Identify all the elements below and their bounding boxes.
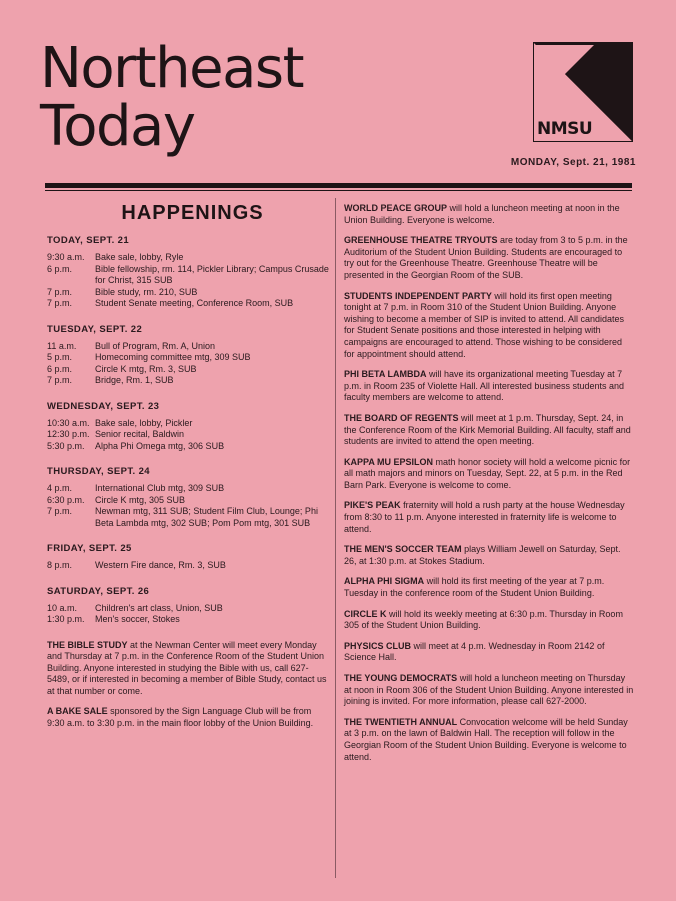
event-description: Alpha Phi Omega mtg, 306 SUB bbox=[95, 440, 225, 451]
announcement-lead: THE YOUNG DEMOCRATS bbox=[344, 673, 458, 683]
event-row bbox=[47, 352, 330, 364]
calendar-day bbox=[47, 586, 330, 626]
event-row bbox=[47, 441, 330, 453]
announcement-lead: THE TWENTIETH ANNUAL bbox=[344, 716, 458, 727]
announcement-lead: THE BIBLE STUDY bbox=[47, 639, 128, 650]
column-divider bbox=[335, 198, 336, 878]
announcement bbox=[344, 544, 634, 567]
event-description: Senior recital, Baldwin bbox=[95, 429, 185, 439]
announcement bbox=[344, 369, 634, 404]
event-row bbox=[47, 287, 330, 299]
event-row bbox=[47, 264, 330, 287]
event-time: 7 p.m. bbox=[47, 506, 73, 516]
event-row bbox=[47, 614, 330, 626]
announcement bbox=[344, 673, 634, 708]
event-row bbox=[47, 495, 330, 507]
announcement-lead: KAPPA MU EPSILON bbox=[344, 456, 434, 467]
announcement-body: sponsored by the Sign Language Club will be from 9:30 a.m. to 3:30 p.m. in the main floor lobby of the Union Building. bbox=[47, 706, 314, 729]
event-description: Circle K mtg, Rm. 3, SUB bbox=[95, 363, 197, 374]
left-announcements bbox=[47, 640, 330, 730]
event-time: 5 p.m. bbox=[47, 352, 73, 362]
announcement-lead: ALPHA PHI SIGMA bbox=[344, 576, 425, 587]
event-row bbox=[47, 375, 330, 387]
section-heading: HAPPENINGS bbox=[121, 202, 264, 224]
announcement-body: plays William Jewell on Saturday, Sept. 26, at 1:30 p.m. at Stokes Stadium. bbox=[344, 544, 621, 566]
event-description: Bible fellowship, rm. 114, Pickler Library; Campus Crusade for Christ, 315 SUB bbox=[95, 263, 329, 285]
event-time: 6 p.m. bbox=[47, 263, 73, 274]
announcement bbox=[344, 641, 634, 664]
announcement-body: will meet at 1 p.m. Thursday, Sept. 24, in the Conference Room of the Kirk Memorial Building. All faculty, staff and students are invited to attend the open meeting. bbox=[344, 412, 631, 447]
event-time: 6:30 p.m. bbox=[47, 494, 85, 505]
announcement-lead: A BAKE SALE bbox=[47, 706, 108, 717]
masthead-title bbox=[40, 36, 340, 159]
calendar bbox=[47, 235, 330, 626]
header-rule-thick bbox=[45, 183, 632, 188]
announcement-lead: GREENHOUSE THEATRE TRYOUTS bbox=[344, 235, 498, 246]
announcement-lead: THE MEN'S SOCCER TEAM bbox=[344, 544, 462, 555]
announcement bbox=[344, 203, 634, 226]
day-heading: WEDNESDAY, SEPT. 23 bbox=[47, 400, 160, 412]
event-description: Western Fire dance, Rm. 3, SUB bbox=[95, 560, 226, 570]
announcement bbox=[344, 609, 634, 632]
event-time: 12:30 p.m. bbox=[47, 429, 90, 439]
announcement-body: will hold its first meeting of the year at 7 p.m. Tuesday in the conference room of the Student Union Building. bbox=[344, 576, 605, 599]
event-row bbox=[47, 603, 330, 615]
calendar-day bbox=[47, 324, 330, 387]
event-description: Bridge, Rm. 1, SUB bbox=[95, 375, 174, 385]
event-row bbox=[47, 560, 330, 572]
event-description: Bible study, rm. 210, SUB bbox=[95, 286, 198, 297]
day-heading: TUESDAY, SEPT. 22 bbox=[47, 323, 143, 335]
event-time: 1:30 p.m. bbox=[47, 614, 85, 624]
event-row bbox=[47, 298, 330, 310]
announcement bbox=[344, 717, 634, 763]
nmsu-logo bbox=[533, 42, 633, 142]
announcement-body: will have its organizational meeting Tuesday at 7 p.m. in Room 235 of Violette Hall. All interested business students and faculty members are welcome to attend. bbox=[344, 369, 624, 403]
event-row bbox=[47, 252, 330, 264]
event-description: Men's soccer, Stokes bbox=[95, 614, 180, 624]
announcement-body: will hold a luncheon meeting on Thursday at noon in Room 306 of the Student Union Building. Anyone interested in joining is invited. For more information, please call 627-2000. bbox=[344, 673, 634, 707]
event-time: 11 a.m. bbox=[47, 340, 77, 351]
event-time: 9:30 a.m. bbox=[47, 252, 85, 262]
event-description: Bull of Program, Rm. A, Union bbox=[95, 340, 216, 351]
day-heading: SATURDAY, SEPT. 26 bbox=[47, 585, 150, 597]
day-heading: FRIDAY, SEPT. 25 bbox=[47, 543, 132, 554]
event-time: 6 p.m. bbox=[47, 363, 73, 374]
announcement-lead: STUDENTS INDEPENDENT PARTY bbox=[344, 290, 492, 301]
announcement-body: math honor society will hold a welcome picnic for all math majors and minors on Tuesday, Sept. 22, at 5 p.m. in the Red Barn Park. Everyone is welcome to come. bbox=[344, 456, 631, 490]
announcement-lead: PHI BETA LAMBDA bbox=[344, 369, 427, 380]
event-time: 7 p.m. bbox=[47, 375, 73, 385]
announcement bbox=[344, 413, 634, 448]
event-time: 4 p.m. bbox=[47, 483, 73, 493]
announcement bbox=[47, 640, 330, 698]
masthead-line-1: Northeast bbox=[40, 36, 304, 101]
logo-text: NMSU bbox=[537, 119, 593, 139]
day-heading: TODAY, SEPT. 21 bbox=[47, 235, 130, 246]
announcement-lead: PIKE'S PEAK bbox=[344, 500, 401, 511]
announcement bbox=[344, 500, 634, 535]
left-column bbox=[47, 200, 330, 739]
event-row bbox=[47, 483, 330, 495]
right-announcements bbox=[344, 203, 634, 772]
announcement-body: will hold its first open meeting tonight at 7 p.m. in Room 310 of the Student Union Building. Anyone wishing to become a member of SIP is invited to attend. All candidates for Student Senate positions and those interested in helping with campaigns are encouraged to attend. Those wishing to be considered for appointment should attend. bbox=[344, 290, 624, 359]
event-row bbox=[47, 341, 330, 353]
calendar-day bbox=[47, 543, 330, 572]
announcement-body: will hold a luncheon meeting at noon in the Union Building. Everyone is welcome. bbox=[344, 203, 620, 225]
event-row bbox=[47, 418, 330, 430]
announcement-lead: THE BOARD OF REGENTS bbox=[344, 412, 459, 423]
event-description: International Club mtg, 309 SUB bbox=[95, 483, 225, 493]
event-description: Children's art class, Union, SUB bbox=[95, 602, 223, 613]
event-description: Circle K mtg, 305 SUB bbox=[95, 494, 186, 505]
event-time: 8 p.m. bbox=[47, 560, 73, 570]
event-description: Newman mtg, 311 SUB; Student Film Club, Lounge; Phi Beta Lambda mtg, 302 SUB; Pom Pom mtg, 301 SUB bbox=[95, 506, 318, 528]
event-row bbox=[47, 429, 330, 441]
issue-date: MONDAY, Sept. 21, 1981 bbox=[510, 157, 636, 168]
announcement-body: at the Newman Center will meet every Monday and Thursday at 7 p.m. in the Conference Room of the Student Union Building. Anyone interested in studying the Bible with us, call 627-5489, or if interested in becoming a member of Bible Study, contact us at that number or come. bbox=[47, 639, 327, 696]
announcement-body: are today from 3 to 5 p.m. in the Auditorium of the Student Union Building. Students are encouraged to try out for the Greenhouse Theatre. Greenhouse Theatre will be presented in the Georgian Room of the SUB. bbox=[344, 235, 628, 280]
calendar-day bbox=[47, 235, 330, 310]
header-rule-thin bbox=[45, 190, 632, 191]
announcement-body: will meet at 4 p.m. Wednesday in Room 2142 of Science Hall. bbox=[344, 640, 605, 663]
masthead-line-2: Today bbox=[40, 94, 195, 159]
announcement-lead: PHYSICS CLUB bbox=[344, 640, 412, 651]
event-description: Student Senate meeting, Conference Room, SUB bbox=[95, 298, 294, 308]
event-time: 5:30 p.m. bbox=[47, 440, 85, 451]
announcement bbox=[344, 576, 634, 599]
event-time: 10 a.m. bbox=[47, 602, 78, 613]
announcement-body: will hold its weekly meeting at 6:30 p.m. Thursday in Room 305 of the Student Union Building. bbox=[344, 608, 623, 631]
event-time: 10:30 a.m. bbox=[47, 417, 90, 428]
event-description: Bake sale, lobby, Pickler bbox=[95, 417, 193, 428]
announcement bbox=[344, 235, 634, 281]
calendar-day bbox=[47, 401, 330, 453]
announcement bbox=[47, 706, 330, 729]
event-description: Bake sale, lobby, Ryle bbox=[95, 252, 184, 262]
event-row bbox=[47, 506, 330, 529]
announcement-lead: WORLD PEACE GROUP bbox=[344, 203, 448, 213]
calendar-day bbox=[47, 466, 330, 529]
announcement bbox=[344, 291, 634, 361]
announcement-body: fraternity will hold a rush party at the house Wednesday from 8:30 to 11 p.m. Anyone interested in fraternity life is welcome to attend. bbox=[344, 500, 625, 534]
announcement bbox=[344, 457, 634, 492]
day-heading: THURSDAY, SEPT. 24 bbox=[47, 466, 150, 477]
event-row bbox=[47, 364, 330, 376]
announcement-lead: CIRCLE K bbox=[344, 608, 387, 619]
event-description: Homecoming committee mtg, 309 SUB bbox=[95, 352, 251, 362]
event-time: 7 p.m. bbox=[47, 286, 73, 297]
event-time: 7 p.m. bbox=[47, 298, 73, 308]
announcement-body: Convocation welcome will be held Sunday at 3 p.m. on the lawn of Baldwin Hall. The reception will follow in the Georgian Room of the Student Union Building. Everyone is welcome to attend. bbox=[344, 716, 628, 762]
